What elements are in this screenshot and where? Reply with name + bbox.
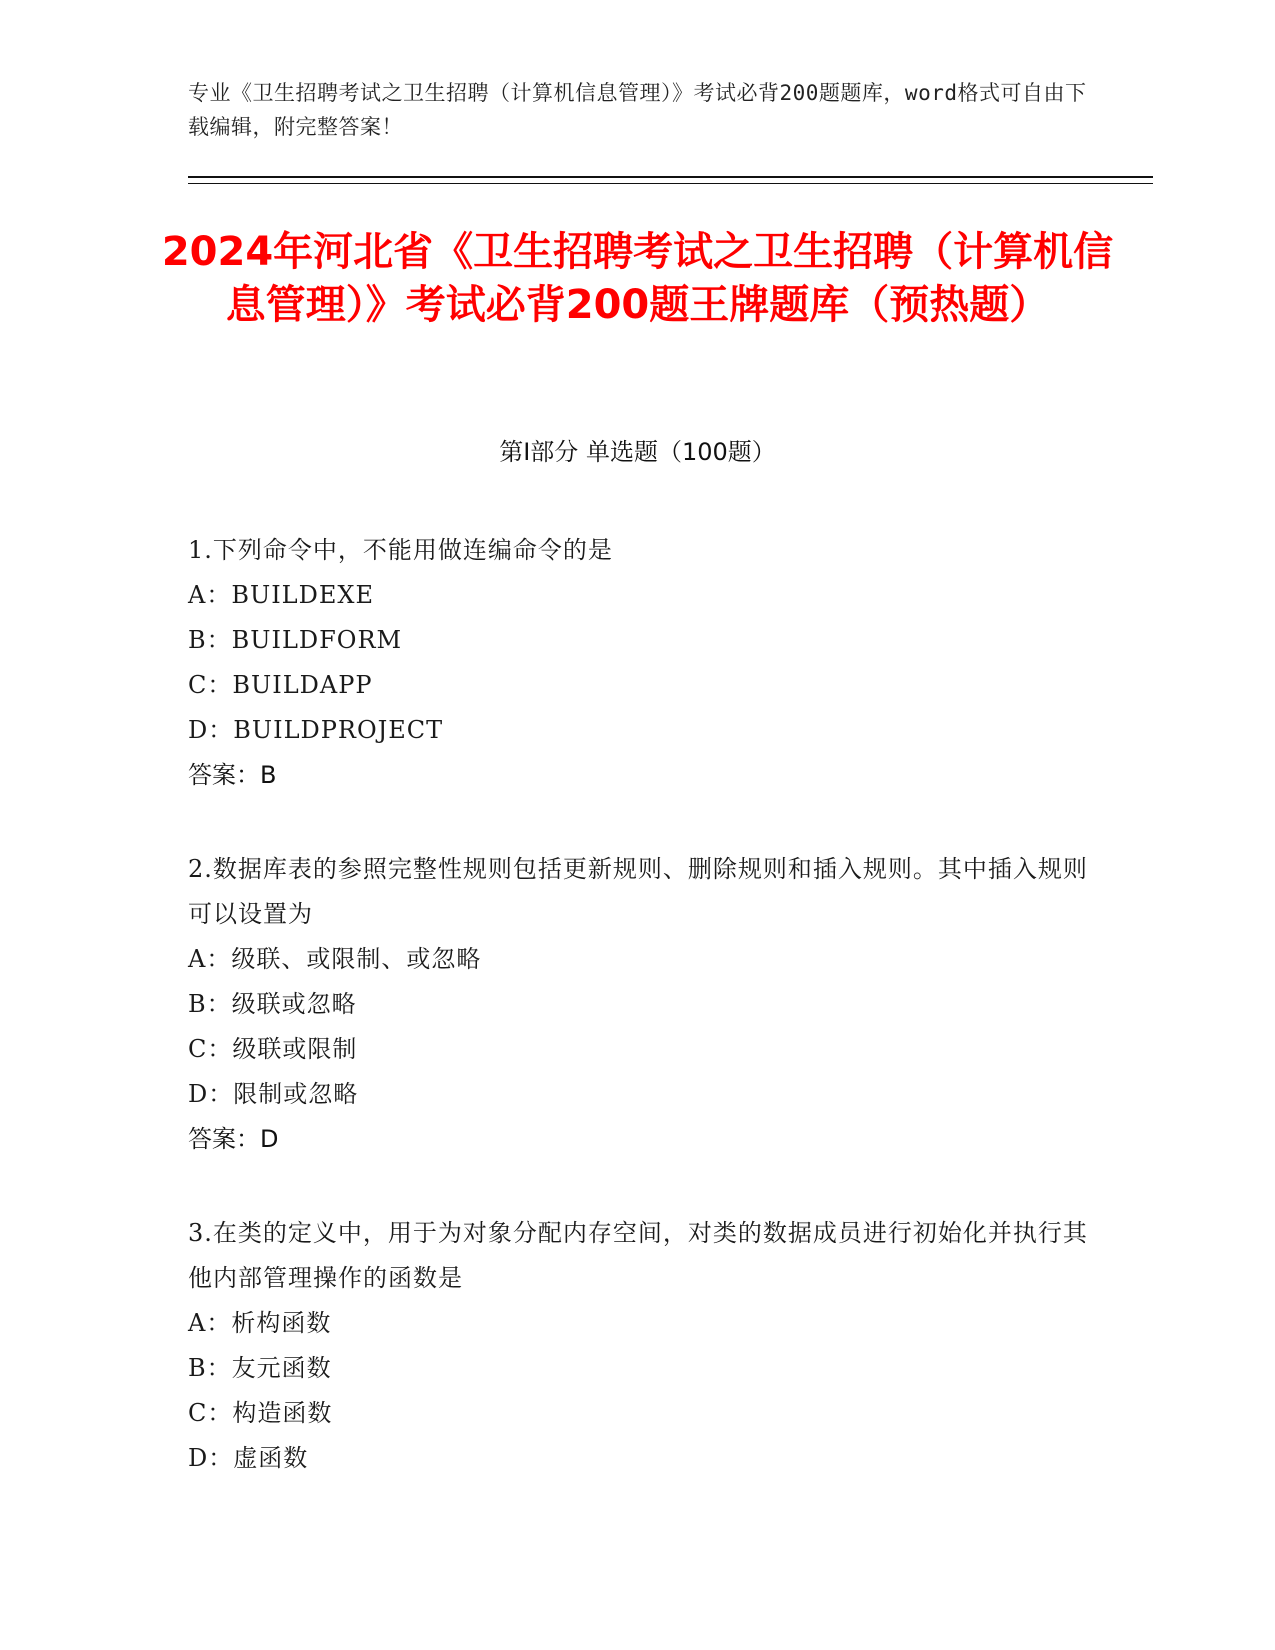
option-a: A：析构函数 [188, 1309, 332, 1337]
answer-text: 答案：D [188, 1125, 279, 1153]
option-b: B：BUILDFORM [188, 626, 403, 654]
question-text: 2.数据库表的参照完整性规则包括更新规则、删除规则和插入规则。其中插入规则可以设置为 [188, 855, 1088, 928]
option-b: B：级联或忽略 [188, 990, 357, 1018]
question-item [188, 847, 1088, 1162]
option-a: A：级联、或限制、或忽略 [188, 945, 482, 973]
header-rule-thick [188, 176, 1153, 178]
question-text: 1.下列命令中，不能用做连编命令的是 [188, 536, 613, 564]
option-c: C：构造函数 [188, 1399, 333, 1427]
question-list [188, 528, 1088, 1530]
option-b: B：友元函数 [188, 1354, 332, 1382]
document-title: 2024年河北省《卫生招聘考试之卫生招聘（计算机信息管理）》考试必背200题王牌题库（预热题） [161, 229, 1114, 328]
header-note: 专业《卫生招聘考试之卫生招聘（计算机信息管理）》考试必背200题题库，word格式可自由下载编辑，附完整答案！ [188, 81, 1087, 139]
option-c: C：级联或限制 [188, 1035, 358, 1063]
option-d: D：虚函数 [188, 1444, 309, 1472]
option-c: C：BUILDAPP [188, 671, 373, 699]
option-d: D：BUILDPROJECT [188, 716, 444, 744]
header-rule-thin [188, 183, 1153, 184]
question-text: 3.在类的定义中，用于为对象分配内存空间，对类的数据成员进行初始化并执行其他内部管理操作的函数是 [188, 1219, 1088, 1292]
question-item [188, 1211, 1088, 1481]
option-d: D：限制或忽略 [188, 1080, 359, 1108]
section-title: 第I部分 单选题（100题） [499, 438, 776, 466]
question-item [188, 528, 1088, 798]
option-a: A：BUILDEXE [188, 581, 374, 609]
answer-text: 答案：B [188, 761, 277, 789]
